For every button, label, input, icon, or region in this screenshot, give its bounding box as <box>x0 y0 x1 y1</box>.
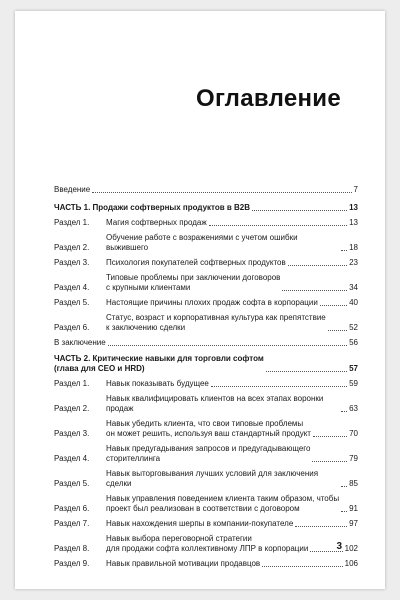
toc-entry <box>54 338 358 348</box>
dot-leader <box>320 305 347 306</box>
toc-section-entry <box>54 519 358 529</box>
toc-page-number: 57 <box>349 364 358 373</box>
toc-entry-title: Типовые проблемы при заключении договоров с крупными клиентами <box>106 273 281 292</box>
toc-section-entry <box>54 258 358 268</box>
toc-page-number: 106 <box>344 559 358 568</box>
toc-section-entry <box>54 218 358 228</box>
toc-entry-title: Настоящие причины плохих продаж софта в корпорации <box>106 298 318 307</box>
page-number: 3 <box>336 541 342 552</box>
toc-section-number: Раздел 4. <box>54 454 90 463</box>
toc-page-number: 97 <box>349 519 358 528</box>
toc-entry-title: Психология покупателей софтверных продуктов <box>106 258 286 267</box>
toc-section-entry <box>54 469 358 489</box>
toc-page-number: 79 <box>349 454 358 463</box>
toc-page-number: 40 <box>349 298 358 307</box>
dot-leader <box>313 436 347 437</box>
toc-entry <box>54 185 358 195</box>
toc-section-entry <box>54 494 358 514</box>
toc-section-number: Раздел 2. <box>54 404 90 413</box>
dot-leader <box>252 210 347 211</box>
table-of-contents <box>54 185 358 574</box>
toc-section-number: Раздел 5. <box>54 479 90 488</box>
toc-section-entry <box>54 394 358 414</box>
book-page <box>15 11 385 589</box>
toc-section-entry <box>54 444 358 464</box>
toc-part-entry <box>54 354 358 374</box>
dot-leader <box>341 511 347 512</box>
toc-section-number: Раздел 3. <box>54 429 90 438</box>
toc-entry-title: Навык нахождения шерпы в компании-покупателе <box>106 519 294 528</box>
toc-section-entry <box>54 233 358 253</box>
dot-leader <box>295 526 347 527</box>
toc-section-number: Раздел 1. <box>54 218 90 227</box>
dot-leader <box>341 411 347 412</box>
toc-page-number: 52 <box>349 323 358 332</box>
toc-section-number: Раздел 5. <box>54 298 90 307</box>
toc-entry-title: Навык показывать будущее <box>106 379 209 388</box>
toc-entry-title: Обучение работе с возражениями с учетом ошибки выжившего <box>106 233 298 252</box>
toc-section-number: Раздел 6. <box>54 504 90 513</box>
dot-leader <box>262 566 342 567</box>
toc-entry-title: В заключение <box>54 338 106 347</box>
dot-leader <box>211 386 347 387</box>
toc-section-number: Раздел 6. <box>54 323 90 332</box>
dot-leader <box>282 290 347 291</box>
toc-page-number: 23 <box>349 258 358 267</box>
toc-entry-title: ЧАСТЬ 1. Продажи софтверных продуктов в B2B <box>54 203 251 212</box>
toc-section-number: Раздел 4. <box>54 283 90 292</box>
toc-entry-title: Навык выбора переговорной стратегии для продажи софта коллективному ЛПР в корпорации <box>106 534 309 553</box>
toc-section-entry <box>54 419 358 439</box>
toc-page-number: 91 <box>349 504 358 513</box>
toc-section-number: Раздел 3. <box>54 258 90 267</box>
dot-leader <box>266 371 347 372</box>
dot-leader <box>92 192 351 193</box>
dot-leader <box>288 265 347 266</box>
toc-entry-title: ЧАСТЬ 2. Критические навыки для торговли софтом (глава для CEO и HRD) <box>54 354 264 373</box>
toc-page-number: 59 <box>349 379 358 388</box>
toc-section-entry <box>54 534 358 554</box>
toc-section-number: Раздел 9. <box>54 559 90 568</box>
dot-leader <box>209 225 347 226</box>
toc-page-number: 56 <box>349 338 358 347</box>
toc-section-number: Раздел 2. <box>54 243 90 252</box>
toc-section-entry <box>54 379 358 389</box>
toc-entry-title: Навык управления поведением клиента таким образом, чтобы проект был реализован в соответствии с договором <box>106 494 340 513</box>
toc-entry-title: Введение <box>54 185 91 194</box>
toc-entry-title: Навык выторговывания лучших условий для заключения сделки <box>106 469 319 488</box>
page-title: Оглавление <box>196 85 341 112</box>
toc-part-entry <box>54 203 358 213</box>
dot-leader <box>328 330 347 331</box>
toc-section-number: Раздел 1. <box>54 379 90 388</box>
dot-leader <box>341 486 347 487</box>
dot-leader <box>312 461 347 462</box>
dot-leader <box>341 250 347 251</box>
toc-section-entry <box>54 298 358 308</box>
toc-section-number: Раздел 7. <box>54 519 90 528</box>
dot-leader <box>108 345 347 346</box>
toc-entry-title: Навык предугадывания запросов и предугадывающего сторителлинга <box>106 444 311 463</box>
toc-page-number: 13 <box>349 203 358 212</box>
toc-entry-title: Магия софтверных продаж <box>106 218 207 227</box>
toc-page-number: 102 <box>344 544 358 553</box>
toc-page-number: 13 <box>349 218 358 227</box>
toc-entry-title: Статус, возраст и корпоративная культура как препятствие к заключению сделки <box>106 313 326 332</box>
toc-page-number: 7 <box>353 185 358 194</box>
toc-section-number: Раздел 8. <box>54 544 90 553</box>
toc-page-number: 70 <box>349 429 358 438</box>
toc-section-entry <box>54 273 358 293</box>
toc-page-number: 34 <box>349 283 358 292</box>
toc-section-entry <box>54 559 358 569</box>
toc-entry-title: Навык убедить клиента, что свои типовые проблемы он может решить, используя ваш стандартный продукт <box>106 419 311 438</box>
toc-section-entry <box>54 313 358 333</box>
toc-entry-title: Навык квалифицировать клиентов на всех этапах воронки продаж <box>106 394 324 413</box>
toc-entry-title: Навык правильной мотивации продавцов <box>106 559 261 568</box>
toc-page-number: 18 <box>349 243 358 252</box>
toc-page-number: 63 <box>349 404 358 413</box>
toc-page-number: 85 <box>349 479 358 488</box>
